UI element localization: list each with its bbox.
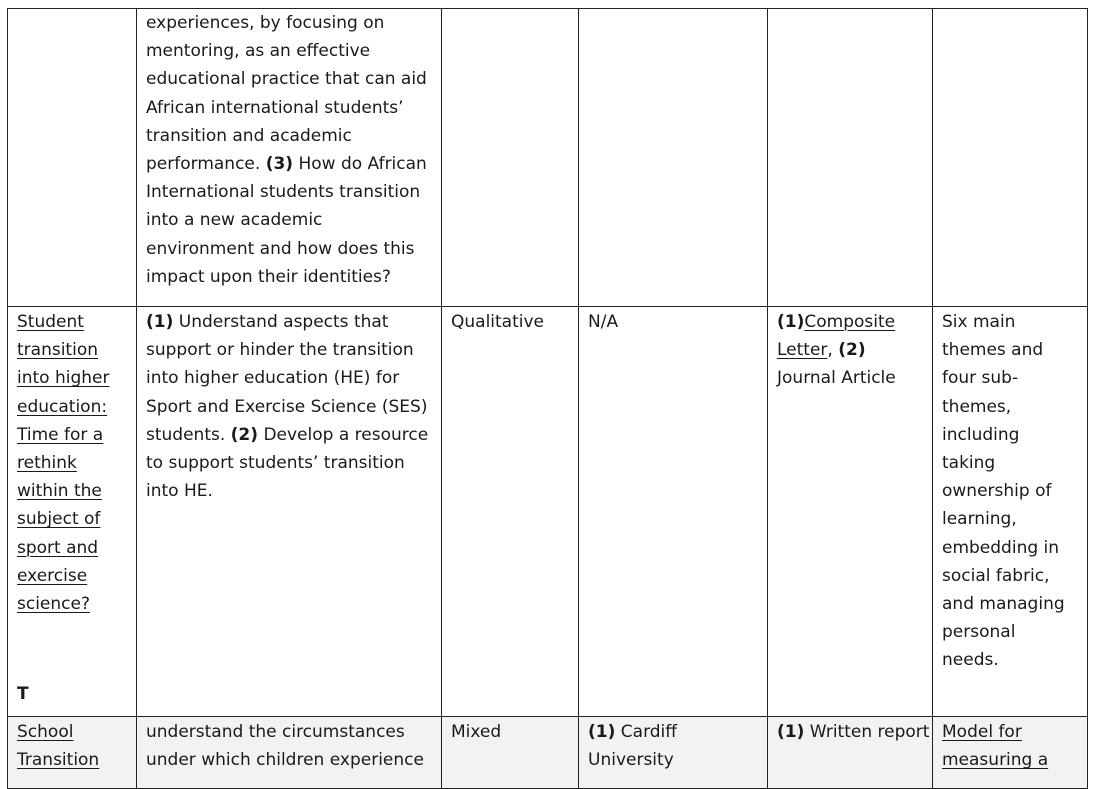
funding-text: Cardiff [620,722,677,742]
aims-line: African international students’ [146,97,404,118]
funding-number: (1) [588,722,616,742]
output-number: (2) [838,340,866,361]
title-cell [8,9,137,307]
findings-line: social fabric, [942,565,1050,586]
aims-line: under which children experience [146,750,424,771]
findings-cell [933,307,1088,717]
findings-link-line[interactable]: measuring a [942,750,1049,771]
aims-text: Understand aspects that [178,312,389,332]
findings-cell [933,717,1088,789]
aims-line: Sport and Exercise Science (SES) [146,396,428,417]
output-line [777,308,923,336]
table-row [8,9,1088,307]
findings-cell [933,9,1088,307]
output-text: Written report [809,722,930,742]
aims-text: students. [146,424,226,445]
findings-line: personal [942,622,1016,643]
method-cell [442,717,579,789]
method-value: Mixed [451,722,502,742]
aims-cell [137,9,442,307]
aims-line: transition and academic [146,125,352,146]
aims-line: International students transition [146,182,421,203]
title-cell [8,307,137,717]
table-row [8,307,1088,717]
title-link-line[interactable]: Time for a [17,424,104,445]
findings-line: four sub- [942,368,1019,389]
funding-cell [579,307,768,717]
title-cell [8,717,137,789]
aims-line: support or hinder the transition [146,340,414,361]
funding-line: University [588,750,674,771]
output-cell [768,307,933,717]
table-row [8,717,1088,789]
aims-line [146,308,432,336]
title-link-line[interactable]: science? [17,594,90,615]
findings-line: ownership of [942,481,1052,502]
aims-line: environment and how does this [146,238,415,259]
output-line [777,336,923,364]
aims-text: performance. [146,154,261,175]
method-cell [442,9,579,307]
aims-number: (3) [265,154,294,175]
findings-line: learning, [942,509,1017,530]
findings-line: themes, [942,396,1012,417]
findings-line: needs. [942,650,999,671]
title-link-line[interactable]: Student [17,312,84,332]
title-link-line[interactable]: subject of [17,509,101,530]
aims-line: educational practice that can aid [146,69,427,90]
findings-line: Six main [942,312,1016,332]
aims-number: (1) [146,312,174,332]
title-link-line[interactable]: rethink [17,453,77,474]
aims-line: understand the circumstances [146,722,405,742]
funding-value: N/A [588,312,619,332]
title-link-line[interactable]: Transition [17,750,100,771]
funding-cell [579,717,768,789]
output-number: (1) [777,722,805,742]
aims-line: mentoring, as an effective [146,41,371,62]
funding-cell [579,9,768,307]
output-link[interactable]: Letter [777,340,828,361]
output-line: Journal Article [777,368,896,389]
output-link[interactable]: Composite [804,312,896,332]
aims-text: How do African [298,154,427,175]
findings-line: taking [942,453,996,474]
findings-line: including [942,424,1020,445]
title-link-line[interactable]: transition [17,340,98,361]
method-value: Qualitative [451,312,545,332]
aims-line: into a new academic [146,210,323,231]
title-link-line[interactable]: sport and [17,537,99,558]
findings-line: embedding in [942,537,1060,558]
aims-line: into HE. [146,481,213,502]
aims-line: experiences, by focusing on [146,13,385,33]
research-table [7,8,1088,789]
title-link-line[interactable]: education: [17,396,108,417]
aims-cell [137,717,442,789]
aims-line: to support students’ transition [146,453,405,474]
aims-line [146,421,432,449]
aims-line: impact upon their identities? [146,266,391,287]
aims-number: (2) [230,424,259,445]
findings-line: and managing [942,594,1065,615]
output-cell [768,9,933,307]
aims-cell [137,307,442,717]
aims-text: Develop a resource [263,424,429,445]
output-separator: , [827,340,833,361]
title-mark: T [17,683,29,704]
title-link-line[interactable]: into higher [17,368,110,389]
method-cell [442,307,579,717]
title-link-line[interactable]: within the [17,481,102,502]
output-number: (1) [777,312,805,332]
output-line [777,718,930,746]
findings-link-line[interactable]: Model for [942,722,1022,742]
title-link-line[interactable]: exercise [17,565,88,586]
aims-line [146,150,432,178]
aims-line: into higher education (HE) for [146,368,400,389]
findings-line: themes and [942,340,1044,361]
funding-line [588,718,758,746]
output-cell [768,717,933,789]
title-link-line[interactable]: School [17,722,74,742]
